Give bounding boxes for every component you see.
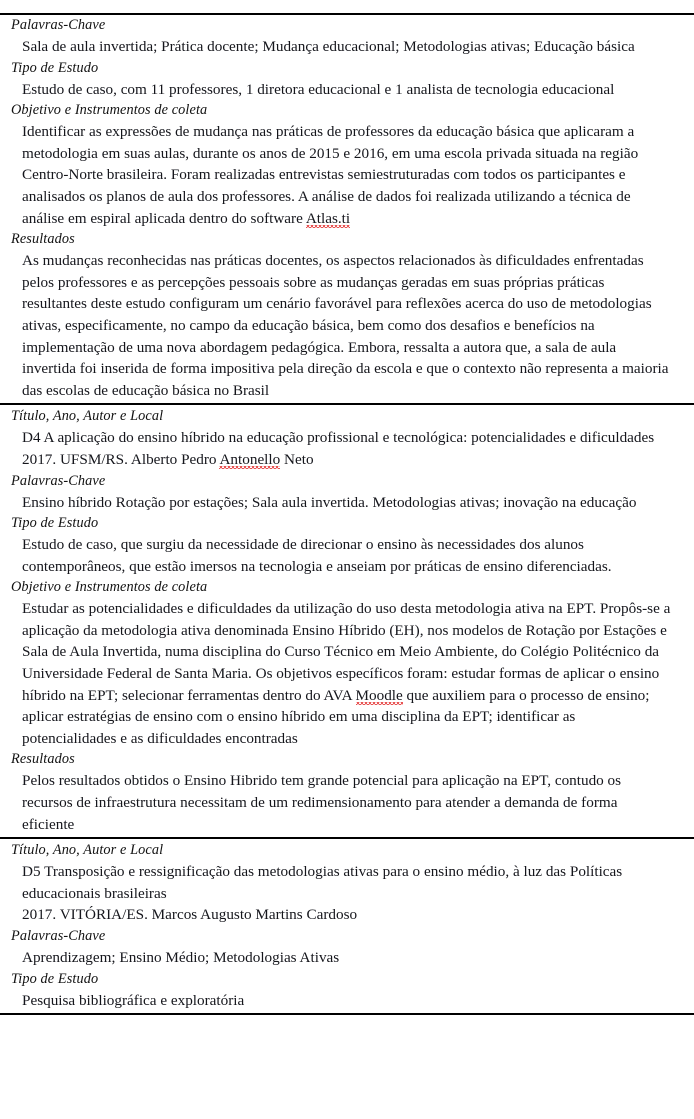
field-value-palavras-chave-d4: Ensino híbrido Rotação por estações; Sala aula invertida. Metodologias ativas; inovação na educação [22, 493, 637, 511]
section-divider-bottom [0, 1013, 694, 1015]
field-label-palavras-chave: Palavras-Chave [11, 17, 106, 33]
section-divider-after-d4 [0, 837, 694, 839]
document-page [0, 13, 694, 1119]
field-label-titulo-ano-autor-local-d4: Título, Ano, Autor e Local [11, 408, 164, 425]
record-block-partial-top [0, 15, 694, 401]
field-label-tipo-de-estudo-d5: Tipo de Estudo [11, 970, 99, 987]
field-label-objetivo-d4: Objetivo e Instrumentos de coleta [11, 579, 208, 596]
field-value-titulo-d4: D4 A aplicação do ensino híbrido na educação profissional e tecnológica: potencialidades e dificuldades [22, 429, 655, 447]
section-divider-after-partial-top [0, 403, 694, 405]
objetivo-text-part-1: Identificar as expressões de mudança nas práticas de professores da educação básica que aplicaram a metodologia em suas aulas, durante os anos de 2015 e 2016, em uma escola privada situada na região Centro-Norte brasileira. Foram realizadas entrevistas semiestruturadas com todos os participantes e analisados os planos de aula dos professores. A análise de dados foi realizada utilizando a técnica de análise em espiral aplicada dentro do software [22, 123, 639, 227]
autor-text-part-2: Neto [280, 450, 314, 468]
field-value-tipo-de-estudo: Estudo de caso, com 11 professores, 1 diretora educacional e 1 analista de tecnologia educacional [22, 80, 615, 98]
record-block-d4 [0, 406, 694, 835]
field-value-titulo-d5: D5 Transposição e ressignificação das metodologias ativas para o ensino médio, à luz das Políticas educacionais brasileiras [22, 863, 623, 902]
field-value-ano-autor-local-d5: 2017. VITÓRIA/ES. Marcos Augusto Martins Cardoso [22, 906, 358, 924]
field-label-resultados: Resultados [11, 231, 75, 248]
record-block-d5 [0, 840, 694, 1011]
field-label-tipo-de-estudo-d4: Tipo de Estudo [11, 515, 99, 532]
misspelled-word-moodle: Moodle [355, 686, 403, 704]
misspelled-word-antonello: Antonello [219, 450, 281, 468]
objetivo-d4-text-part-1: Estudar as potencialidades e dificuldades da utilização do uso desta metodologia ativa na EPT. Propôs-se a aplicação da metodologia ativa denominada Ensino Híbrido (EH), nos modelos de Rotação por Estações e Sala de Aula Invertida, numa disciplina do Curso Técnico em Meio Ambiente, do Colégio Politécnico da Universidade Federal de Santa Maria. Os objetivos específicos foram: estudar formas de aplicar o ensino híbrido na EPT; selecionar ferramentas dentro do AVA [22, 600, 671, 704]
misspelled-word-atlas-ti: Atlas.ti [305, 209, 351, 227]
field-value-tipo-de-estudo-d5: Pesquisa bibliográfica e exploratória [22, 991, 245, 1009]
field-value-resultados-d4: Pelos resultados obtidos o Ensino Hibrido tem grande potencial para aplicação na EPT, contudo os recursos de infraestrutura necessitam de um redimensionamento para atender a demanda de forma eficiente [22, 772, 622, 833]
field-value-objetivo [22, 121, 672, 229]
field-label-palavras-chave-d5: Palavras-Chave [11, 928, 106, 944]
field-label-objetivo: Objetivo e Instrumentos de coleta [11, 102, 208, 119]
field-value-objetivo-d4 [22, 598, 672, 749]
field-label-resultados-d4: Resultados [11, 751, 75, 768]
field-value-palavras-chave: Sala de aula invertida; Prática docente; Mudança educacional; Metodologias ativas; Educação básica [22, 38, 635, 55]
field-value-palavras-chave-d5: Aprendizagem; Ensino Médio; Metodologias Ativas [22, 949, 340, 966]
field-label-titulo-ano-autor-local-d5: Título, Ano, Autor e Local [11, 842, 164, 859]
autor-text-part-1: 2017. UFSM/RS. Alberto Pedro [22, 450, 220, 468]
field-value-ano-autor-local-d4 [22, 449, 672, 471]
field-label-palavras-chave-d4: Palavras-Chave [11, 472, 106, 489]
objetivo-d4-text-part-2: que auxiliem para o processo de ensino; aplicar estratégias de ensino com o ensino híbrido em uma disciplina da EPT; identificar as potencialidades e as dificuldades encontradas [22, 686, 650, 747]
field-value-tipo-de-estudo-d4: Estudo de caso, que surgiu da necessidade de direcionar o ensino às necessidades dos alunos contemporâneos, que estão imersos na tecnologia e anseiam por práticas de ensino diferenciadas. [22, 536, 612, 575]
field-value-resultados: As mudanças reconhecidas nas práticas docentes, os aspectos relacionados às dificuldades enfrentadas pelos professores e as percepções pessoais sobre as mudanças geradas em suas próprias práticas resultantes deste estudo configuram um cenário favorável para reflexões acerca do uso de metodologias ativas, especificamente, no campo da educação básica, bem como dos desafios e benefícios na implementação de uma nova abordagem pedagógica. Embora, ressalta a autora que, a sala de aula invertida foi inserida de forma impositiva pela direção da escola e que o contexto não representa a maioria das escolas de educação básica no Brasil [22, 252, 669, 399]
field-label-tipo-de-estudo: Tipo de Estudo [11, 59, 99, 76]
